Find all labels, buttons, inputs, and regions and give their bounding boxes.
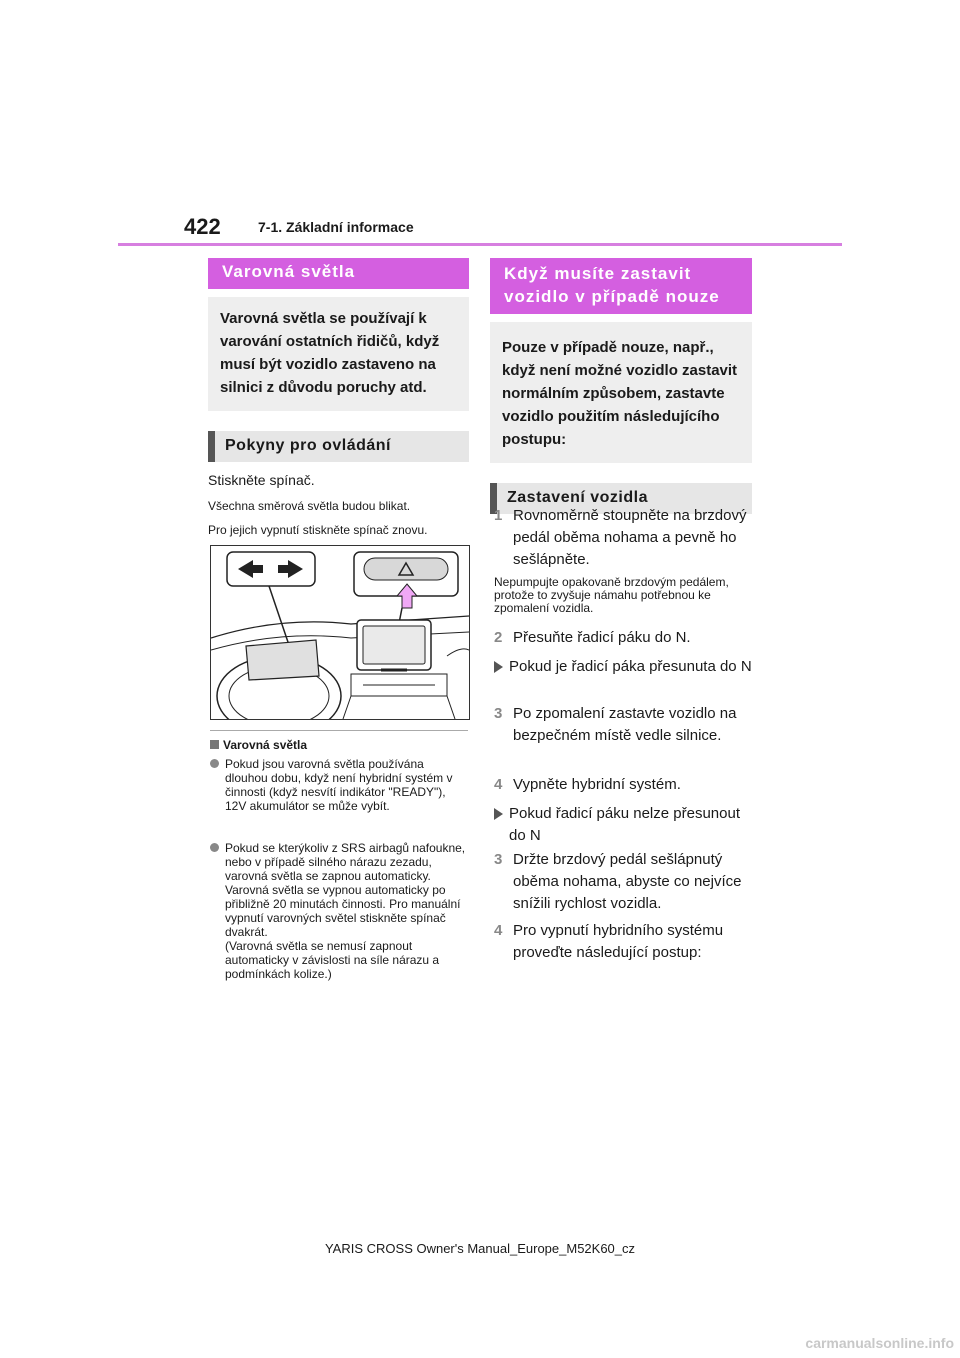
note-bullet-2: Pokud se kterýkoliv z SRS airbagů nafoukne, nebo v případě silného nárazu zezadu, varovná světla se zapnou automaticky. Varovná světla se vypnou automaticky po přibližně 20 minutách činnosti. Pro manuální vypnutí varovných světel stiskněte spínač dvakrát. (Varovná světla se nemusí zapnout automaticky v závislosti na síle nárazu a podmínkách kolize.) xyxy=(210,841,468,981)
section-title: 7-1. Základní informace xyxy=(258,219,414,235)
step-2: 2 Přesuňte řadicí páku do N. xyxy=(494,629,691,646)
right-column xyxy=(490,258,752,514)
note-bullet-1: Pokud jsou varovná světla používána dlouhou dobu, když není hybridní systém v činnosti (když nesvítí indikátor "READY"), 12V akumulátor se může vybít. xyxy=(210,757,468,813)
emergency-stop-heading: Když musíte zastavit vozidlo v případě nouze xyxy=(490,258,752,314)
header-rule xyxy=(118,243,842,246)
page-number: 422 xyxy=(184,214,221,239)
note-heading: Varovná světla xyxy=(210,738,307,752)
press-switch-text: Stiskněte spínač. xyxy=(208,472,315,488)
hazard-intro-box: Varovná světla se používají k varování ostatních řidičů, když musí být vozidlo zastaveno na silnici z důvodu poruchy atd. xyxy=(208,297,469,411)
step-4b: 4 Pro vypnutí hybridního systému proveďte následující postup: xyxy=(494,922,724,961)
left-column xyxy=(208,258,469,538)
hazard-switch-illustration xyxy=(210,545,470,720)
case-shifted-to-n: Pokud je řadicí páka přesunuta do N xyxy=(494,656,756,678)
stopping-vehicle-heading: Zastavení vozidla xyxy=(490,483,752,514)
pumping-note: Nepumpujte opakovaně brzdovým pedálem, protože to zvyšuje námahu potřebnou ke zpomalení vozidla. xyxy=(494,575,729,615)
manual-footer: YARIS CROSS Owner's Manual_Europe_M52K60_cz xyxy=(324,1241,636,1256)
square-bullet-icon xyxy=(210,740,219,749)
note-divider xyxy=(210,730,468,731)
hazard-lights-heading: Varovná světla xyxy=(208,258,469,289)
step-3a: 3 Po zpomalení zastavte vozidlo na bezpečném místě vedle silnice. xyxy=(494,705,737,744)
triangle-bullet-icon xyxy=(494,661,503,673)
bullet-dot-icon xyxy=(210,843,219,852)
emergency-intro-box: Pouze v případě nouze, např., když není možné vozidlo zastavit normálním způsobem, zastavte vozidlo použitím následujícího postupu: xyxy=(490,322,752,463)
step-1: 1 Rovnoměrně stoupněte na brzdový pedál oběma nohama a pevně ho sešlápněte. xyxy=(494,507,747,568)
press-again-text: Pro jejich vypnutí stiskněte spínač znovu. xyxy=(208,523,428,537)
operating-instructions-heading: Pokyny pro ovládání xyxy=(208,431,469,462)
watermark: carmanualsonline.info xyxy=(805,1335,954,1351)
step-3b: 3 Držte brzdový pedál sešlápnutý oběma nohama, abyste co nejvíce snížili rychlost vozidla. xyxy=(494,851,742,912)
step-4a: 4 Vypněte hybridní systém. xyxy=(494,776,681,793)
all-signals-flash-text: Všechna směrová světla budou blikat. xyxy=(208,499,411,513)
case-cannot-shift: Pokud řadicí páku nelze přesunout do N xyxy=(494,803,756,847)
bullet-dot-icon xyxy=(210,759,219,768)
triangle-bullet-icon xyxy=(494,808,503,820)
